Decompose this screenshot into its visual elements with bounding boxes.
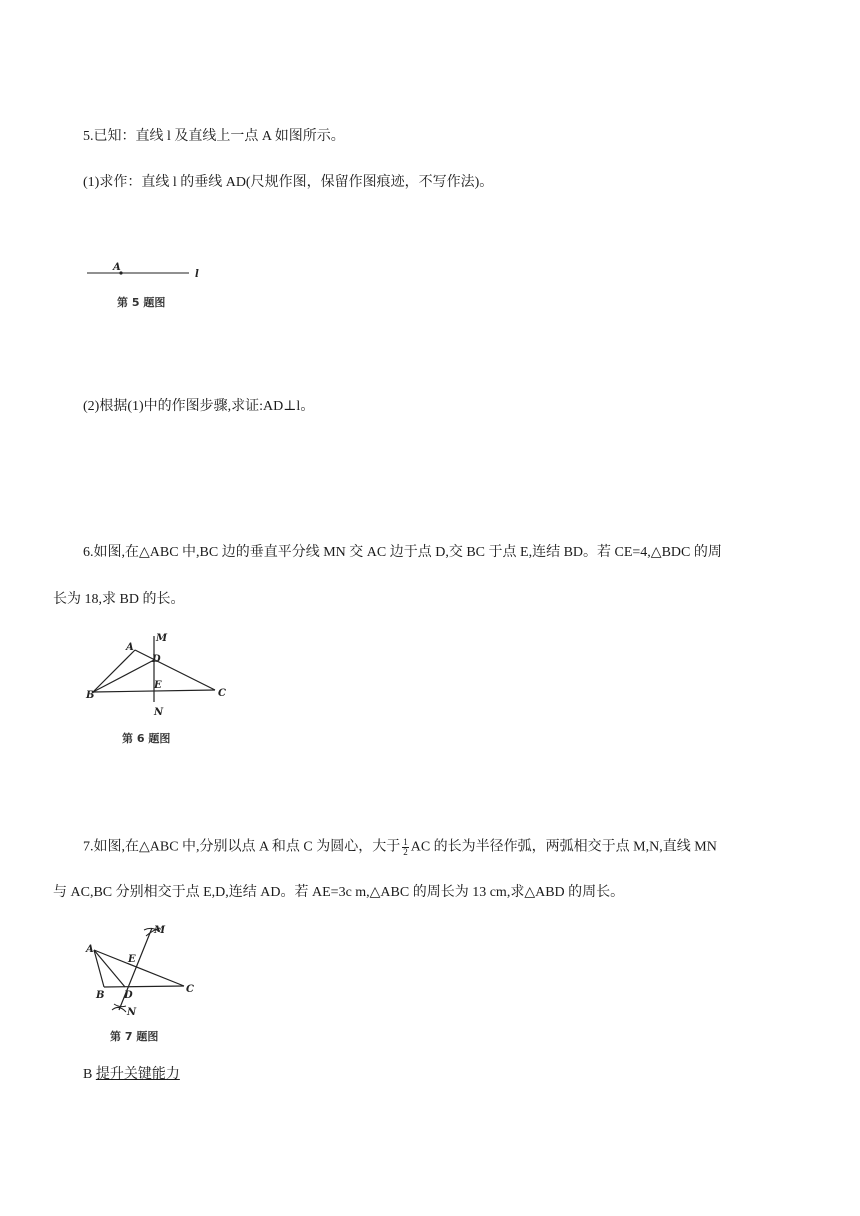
q5-caption: 第 5 题图 [117, 296, 166, 309]
q6-label-M: M [156, 633, 168, 644]
section-prefix: B [83, 1067, 93, 1082]
q7-label-C: C [186, 984, 194, 995]
q7-label-B: B [96, 990, 105, 1001]
q7-label-E: E [128, 954, 136, 965]
q7-figure [82, 918, 207, 1018]
q5-label-l: l [195, 269, 199, 280]
q6-label-E: E [154, 680, 162, 691]
q6-label-C: C [218, 688, 226, 699]
q5-intro: 5.已知：直线 l 及直线上一点 A 如图所示。 [83, 129, 345, 144]
q7-line1 [83, 838, 717, 857]
q6-caption: 第 6 题图 [122, 732, 171, 745]
q7-label-M: M [154, 925, 166, 936]
q7-line1-pre: 7.如图,在△ABC 中,分别以点 A 和点 C 为圆心，大于 [83, 839, 401, 855]
q7-label-A: A [86, 944, 94, 955]
q6-figure [82, 630, 232, 720]
one-half-fraction: $\frac{1}{2}$ [403, 837, 408, 857]
q7-line2: 与 AC,BC 分别相交于点 E,D,连结 AD。若 AE=3c m,△ABC 的周长为 13 cm,求△ABD 的周长。 [53, 885, 625, 900]
q6-line1: 6.如图,在△ABC 中,BC 边的垂直平分线 MN 交 AC 边于点 D,交 BC 于点 E,连结 BD。若 CE=4,△BDC 的周 [83, 545, 722, 560]
q6-label-A: A [126, 642, 134, 653]
q5-part1: (1)求作：直线 l 的垂线 AD(尺规作图，保留作图痕迹，不写作法)。 [83, 175, 494, 190]
q7-caption: 第 7 题图 [110, 1030, 159, 1043]
q6-label-N: N [154, 707, 164, 718]
q6-label-B: B [86, 690, 95, 701]
section-title[interactable]: 提升关键能力 [95, 1067, 180, 1082]
q6-label-D: D [152, 654, 161, 665]
q5-label-A: A [113, 262, 121, 273]
q6-line2: 长为 18,求 BD 的长。 [53, 592, 185, 607]
q5-part2: (2)根据(1)中的作图步骤,求证:AD⊥l。 [83, 399, 315, 414]
q7-label-N: N [127, 1007, 137, 1018]
q5-figure [85, 260, 215, 284]
q7-label-D: D [124, 990, 133, 1001]
q7-line1-post: AC 的长为半径作弧，两弧相交于点 M,N,直线 MN [410, 839, 717, 855]
section-heading [83, 1066, 180, 1084]
